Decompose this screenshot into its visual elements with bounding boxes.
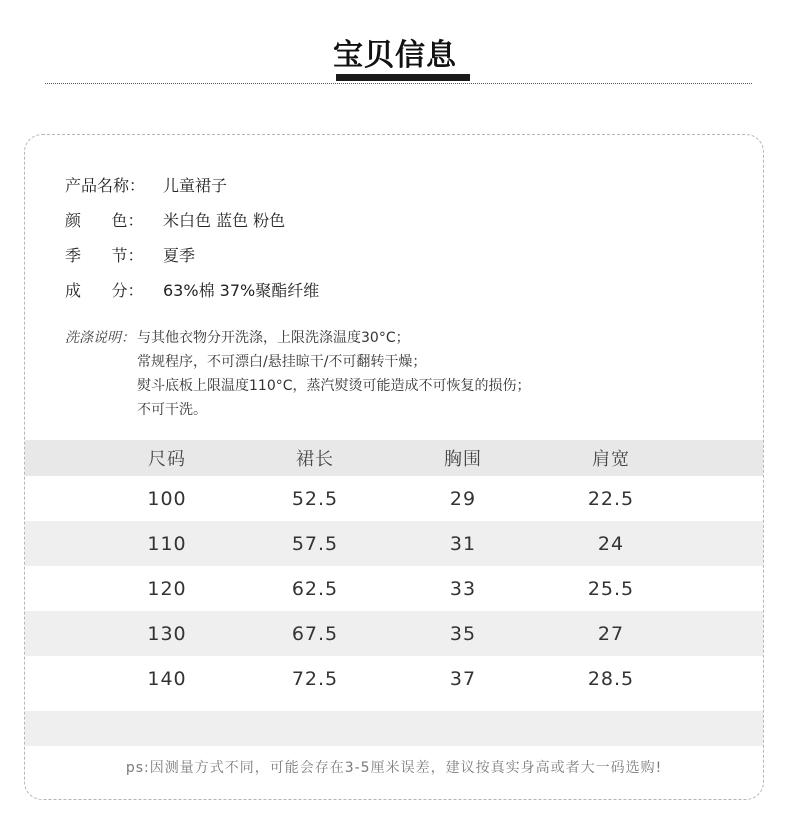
- table-row: [25, 476, 763, 521]
- attribute-row-name: [65, 167, 319, 202]
- column-header: 尺码: [148, 449, 186, 470]
- size-table: [25, 440, 763, 746]
- attribute-label: 颜 色：: [65, 211, 144, 230]
- attribute-row-material: [65, 272, 319, 307]
- product-info-card: [24, 134, 764, 800]
- table-cell: 72.5: [291, 667, 339, 690]
- care-label: 洗涤说明：: [65, 330, 135, 346]
- attribute-value: 夏季: [163, 246, 196, 265]
- table-cell: 130: [147, 622, 187, 645]
- table-cell: 62.5: [291, 577, 339, 600]
- measurement-note: ps:因测量方式不同，可能会存在3-5厘米误差，建议按真实身高或者大一码选购!: [125, 760, 663, 776]
- table-footer-band: [25, 711, 763, 746]
- attribute-label: 季 节：: [65, 246, 144, 265]
- table-cell: 67.5: [291, 622, 339, 645]
- attribute-label: 成 分：: [65, 281, 144, 300]
- table-cell: 110: [147, 532, 187, 555]
- table-cell: 37: [449, 667, 477, 690]
- table-cell: 35: [449, 622, 477, 645]
- care-text: 不可干洗。: [137, 402, 207, 418]
- care-text: 常规程序，不可漂白/悬挂晾干/不可翻转干燥；: [137, 354, 427, 370]
- attribute-row-color: [65, 202, 319, 237]
- table-cell: 52.5: [291, 487, 339, 510]
- table-cell: 22.5: [587, 487, 635, 510]
- page-title: 宝贝信息: [333, 38, 457, 73]
- attribute-label: 产品名称：: [65, 176, 146, 195]
- column-header: 裙长: [296, 449, 334, 470]
- table-cell: 28.5: [587, 667, 635, 690]
- table-cell: 24: [597, 532, 625, 555]
- care-line: [65, 325, 531, 349]
- table-cell: 27: [597, 622, 625, 645]
- table-row: [25, 521, 763, 566]
- care-text: 熨斗底板上限温度110°C，蒸汽熨烫可能造成不可恢复的损伤；: [137, 378, 531, 394]
- table-cell: 33: [449, 577, 477, 600]
- table-cell: 120: [147, 577, 187, 600]
- care-text: 与其他衣物分开洗涤，上限洗涤温度30°C；: [137, 330, 410, 346]
- table-cell: 25.5: [587, 577, 635, 600]
- table-row: [25, 656, 763, 701]
- attribute-row-season: [65, 237, 319, 272]
- care-line: [65, 349, 531, 373]
- attribute-value: 儿童裙子: [163, 176, 228, 195]
- column-header: 肩宽: [592, 449, 630, 470]
- attribute-value: 米白色 蓝色 粉色: [163, 211, 286, 230]
- care-line: [65, 397, 531, 421]
- care-instructions: [65, 325, 531, 421]
- table-cell: 57.5: [291, 532, 339, 555]
- table-cell: 140: [147, 667, 187, 690]
- table-cell: 31: [449, 532, 477, 555]
- table-cell: 29: [449, 487, 477, 510]
- dotted-divider: [45, 83, 752, 84]
- table-cell: 100: [147, 487, 187, 510]
- title-underline: [336, 74, 470, 81]
- table-row: [25, 566, 763, 611]
- column-header: 胸围: [444, 449, 482, 470]
- care-line: [65, 373, 531, 397]
- table-header-row: [25, 440, 763, 476]
- product-attributes: [65, 167, 319, 307]
- table-row: [25, 611, 763, 656]
- attribute-value: 63%棉 37%聚酯纤维: [163, 281, 320, 300]
